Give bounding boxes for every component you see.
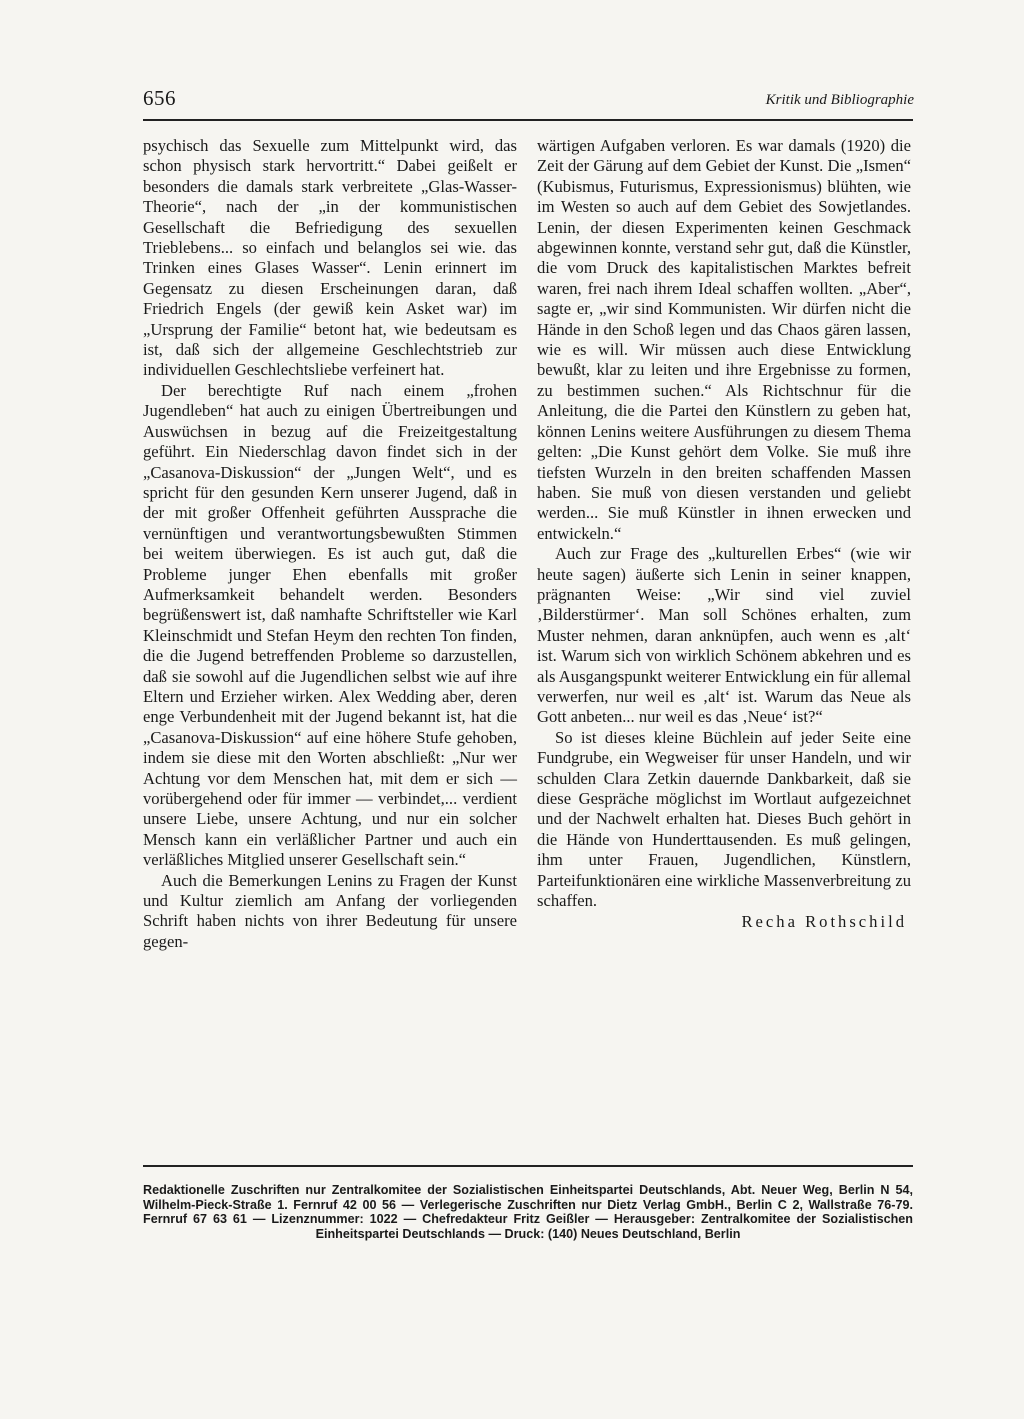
right-paragraph-1: wärtigen Aufgaben verloren. Es war damals (1920) die Zeit der Gärung auf dem Gebiet der Kunst. Die „Ismen“ (Kubismus, Futurismus, Expressionismus) blühten, wie im Westen so auch auf dem Gebiet des Sowjetlandes. Lenin, der diesen Experimenten keinen Geschmack abgewinnen konnte, verstand sehr gut, daß die Künstler, die vom Druck des kapitalistischen Marktes befreit waren, frei nach ihrem Ideal schaffen wollten. „Aber“, sagte er, „wir sind Kommunisten. Wir dürfen nicht die Hände in den Schoß legen und das Chaos gären lassen, wie es will. Wir müssen auch diese Entwicklung bewußt, klar zu leiten und ihre Ergebnisse zu formen, zu bestimmen suchen.“ Als Richtschnur für die Anleitung, die die Partei den Künstlern zu geben hat, können Lenins weitere Ausführungen zu diesem Thema gelten: „Die Kunst gehört dem Volke. Sie muß ihre tiefsten Wurzeln in den breiten schaffenden Massen haben. Sie muß von diesen verstanden und geliebt werden... Sie muß Künstler in ihnen erwecken und entwickeln.“ <box>537 136 911 543</box>
left-paragraph-2: Der berechtigte Ruf nach einem „frohen Jugendleben“ hat auch zu einigen Übertreibungen und Auswüchsen in bezug auf die Freizeitgestaltung geführt. Ein Niederschlag davon findet sich in der „Casanova-Diskussion“ der „Jungen Welt“, und es spricht für den gesunden Kern unserer Jugend, daß in der mit großer Offenheit geführten Aussprache die vernünftigen und verantwortungsbewußten Stimmen bei weitem überwiegen. Es ist auch gut, daß die Probleme junger Ehen ebenfalls mit großer Aufmerksamkeit behandelt werden. Besonders begrüßenswert ist, daß namhafte Schriftsteller wie Karl Kleinschmidt und Stefan Heym den rechten Ton finden, die die Jugend betreffenden Probleme so darzustellen, daß sie sowohl auf die Jugendlichen selbst wie auf ihre Eltern und Erzieher wirken. Alex Wedding aber, deren enge Verbundenheit mit der Jugend bekannt ist, hat die „Casanova-Diskussion“ auf eine höhere Stufe gehoben, indem sie diese mit den Worten abschließt: „Nur wer Achtung vor dem Menschen hat, mit dem er sich — vorübergehend oder für immer — verbindet,... verdient unsere Liebe, unsere Achtung, und nur ein solcher Mensch kann ein verläßlicher Partner und auch ein verläßliches Mitglied unserer Gesellschaft sein.“ <box>143 380 517 870</box>
footer-imprint: Redaktionelle Zuschriften nur Zentralkomitee der Sozialistischen Einheitspartei Deutschlands, Abt. Neuer Weg, Berlin N 54, Wilhelm-Pieck-Straße 1. Fernruf 42 00 56 — Verlegerische Zuschriften nur Dietz Verlag GmbH., Berlin C 2, Wallstraße 76-79. Fernruf 67 63 61 — Lizenznummer: 1022 — Chefredakteur Fritz Geißler — Herausgeber: Zentralkomitee der Sozialistischen Einheitspartei Deutschlands — Druck: (140) Neues Deutschland, Berlin <box>143 1183 913 1241</box>
left-paragraph-1: psychisch das Sexuelle zum Mittelpunkt wird, das schon physisch stark hervortritt.“ Dabei geißelt er besonders die damals stark verbreitete „Glas-Wasser-Theorie“, nach der „in der kommunistischen Gesellschaft die Befriedigung des sexuellen Trieblebens... so einfach und belanglos sei wie. das Trinken eines Glases Wasser“. Lenin erinnert im Gegensatz zu diesen Erscheinungen daran, daß Friedrich Engels (der gewiß kein Asket war) im „Ursprung der Familie“ betont hat, wie bedeutsam es ist, daß sich der allgemeine Geschlechtstrieb zur individuellen Geschlechtsliebe verfeinert hat. <box>143 136 517 380</box>
running-head: Kritik und Bibliographie <box>765 92 914 108</box>
left-paragraph-3: Auch die Bemerkungen Lenins zu Fragen der Kunst und Kultur ziemlich am Anfang der vorliegenden Schrift haben nichts von ihrer Bedeutung für unsere gegen- <box>143 870 517 951</box>
right-column <box>537 136 911 933</box>
page-number: 656 <box>143 86 176 110</box>
right-paragraph-2: Auch zur Frage des „kulturellen Erbes“ (wie wir heute sagen) äußerte sich Lenin in seiner knappen, prägnanten Weise: „Wir sind viel zuviel ‚Bilderstürmer‘. Man soll Schönes erhalten, zum Muster nehmen, daran anknüpfen, auch wenn es ‚alt‘ ist. Warum sich von wirklich Schönem abkehren und es als Ausgangspunkt weiterer Entwicklung ein für allemal verwerfen, nur weil es ‚alt‘ ist. Warum das Neue als Gott anbeten... nur weil es das ‚Neue‘ ist?“ <box>537 544 911 727</box>
header-rule <box>143 119 913 121</box>
author-signature: Recha Rothschild <box>741 912 907 932</box>
left-column <box>143 136 517 952</box>
footer-rule <box>143 1165 913 1167</box>
right-paragraph-3: So ist dieses kleine Büchlein auf jeder Seite eine Fundgrube, ein Wegweiser für unser Handeln, und wir schulden Clara Zetkin dauernde Dankbarkeit, daß sie diese Gespräche möglichst im Wortlaut aufgezeichnet und der Nachwelt erhalten hat. Dieses Buch gehört in die Hände von Hunderttausenden. Es muß gelingen, ihm unter Frauen, Jugendlichen, Künstlern, Parteifunktionären eine wirkliche Massenverbreitung zu schaffen. <box>537 727 911 911</box>
